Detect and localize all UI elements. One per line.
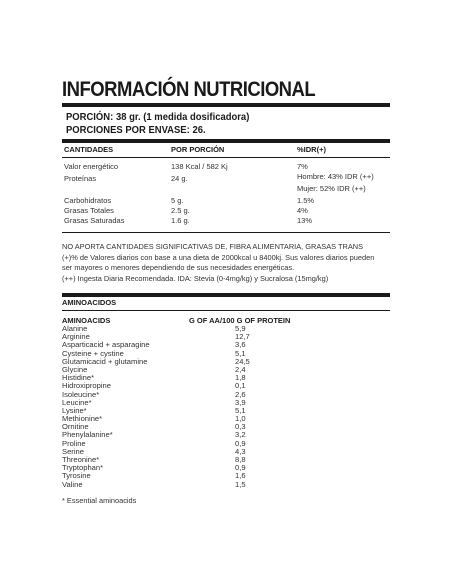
list-item	[62, 464, 362, 472]
amino-value: 0,1	[235, 381, 246, 391]
amino-name: Leucine*	[62, 397, 92, 407]
col-header-idr: %IDR(+)	[297, 145, 326, 154]
amino-name: Valine	[62, 479, 83, 489]
serving-size-label: PORCIÓN:	[66, 111, 114, 123]
amino-value: 2,4	[235, 364, 246, 374]
list-item	[62, 481, 362, 489]
amino-name: Arginine	[62, 332, 90, 342]
amino-value: 0,3	[235, 422, 246, 432]
servings-per-container	[66, 124, 206, 136]
amino-name: Serine	[62, 446, 84, 456]
amino-value: 8,8	[235, 455, 246, 464]
amino-name: Phenylalanine*	[62, 430, 113, 440]
list-item	[62, 382, 362, 390]
list-item	[62, 415, 362, 423]
amino-value: 12,7	[235, 332, 250, 342]
list-item	[62, 358, 362, 366]
amino-value: 1,6	[235, 471, 246, 481]
amino-section-title: AMINOACIDOS	[62, 298, 117, 307]
amino-name: Methionine*	[62, 414, 103, 424]
table-bottom-divider	[62, 232, 390, 233]
row-idr-secondary: Mujer: 52% IDR (++)	[297, 184, 366, 193]
amino-name: Glycine	[62, 364, 88, 374]
row-amount: 1.6 g.	[171, 216, 190, 225]
row-name: Proteínas	[64, 174, 97, 183]
amino-name: Lysine*	[62, 405, 87, 415]
note-line: ser mayores o menores dependiendo de sus necesidades energéticas.	[62, 263, 295, 272]
servings-per-container-label: PORCIONES POR ENVASE:	[66, 124, 190, 136]
col-header-quantities: CANTIDADES	[64, 145, 114, 154]
amino-value: 5,1	[235, 348, 246, 358]
row-idr: 7%	[297, 162, 308, 171]
amino-value: 3,6	[235, 340, 246, 350]
col-header-per-serving: POR PORCIÓN	[171, 145, 225, 154]
row-name: Grasas Saturadas	[64, 216, 125, 225]
amino-name: Ornitine	[62, 422, 89, 432]
amino-list	[62, 325, 362, 489]
amino-value: 5,1	[235, 405, 246, 415]
amino-name: Glutamicacid + glutamine	[62, 356, 148, 366]
row-name: Valor energético	[64, 162, 119, 171]
row-amount: 138 Kcal / 582 Kj	[171, 162, 228, 171]
serving-size-value: 38 gr. (1 medida dosificadora)	[115, 111, 250, 123]
amino-name: Proline	[62, 438, 86, 448]
note-line: (+)% de Valores diarios con base a una dieta de 2000kcal u 8400kj. Sus valores diarios pueden	[62, 253, 375, 262]
amino-value: 5,9	[235, 324, 246, 333]
amino-name: Histidine*	[62, 373, 95, 383]
amino-name: Tyrosine	[62, 471, 91, 481]
header-divider	[62, 157, 390, 158]
page-title: INFORMACIÓN NUTRICIONAL	[62, 77, 316, 101]
amino-value: 1,8	[235, 373, 246, 383]
amino-name: Threonine*	[62, 455, 100, 464]
row-idr: 4%	[297, 206, 308, 215]
amino-name: Cysteine + cystine	[62, 348, 124, 358]
amino-section-divider	[62, 293, 390, 297]
amino-col-header-name: AMINOACIDS	[62, 316, 111, 325]
amino-value: 1,0	[235, 414, 246, 424]
note-line: (++) Ingesta Diaria Recomendada. IDA: Stevia (0-4mg/kg) y Sucralosa (15mg/kg)	[62, 274, 329, 283]
list-item	[62, 431, 362, 439]
list-item	[62, 448, 362, 456]
row-idr: 1.5%	[297, 196, 315, 205]
list-item	[62, 407, 362, 415]
title-divider	[62, 103, 390, 107]
amino-value: 1,5	[235, 479, 246, 489]
row-amount: 2.5 g.	[171, 206, 190, 215]
amino-value: 3,9	[235, 397, 246, 407]
amino-value: 4,3	[235, 446, 246, 456]
amino-value: 24,5	[235, 356, 250, 366]
row-amount: 24 g.	[171, 174, 188, 183]
list-item	[62, 399, 362, 407]
amino-value: 3,2	[235, 430, 246, 440]
amino-name: Tryptophan*	[62, 463, 104, 473]
amino-col-header-value: G OF AA/100 G OF PROTEIN	[189, 316, 291, 325]
list-item	[62, 391, 362, 399]
amino-name: Hidroxipropine	[62, 381, 111, 391]
row-idr: Hombre: 43% IDR (++)	[297, 172, 374, 181]
amino-name: Isoleucine*	[62, 389, 100, 399]
table-top-divider	[62, 139, 390, 143]
row-amount: 5 g.	[171, 196, 184, 205]
serving-size	[66, 111, 249, 123]
amino-footnote: * Essential aminoacids	[62, 496, 137, 505]
list-item	[62, 440, 362, 448]
amino-value: 0,9	[235, 463, 246, 473]
servings-per-container-value: 26.	[192, 124, 206, 136]
list-item	[62, 325, 362, 333]
amino-name: Asparticacid + asparagine	[62, 340, 150, 350]
amino-value: 0,9	[235, 438, 246, 448]
list-item	[62, 456, 362, 464]
amino-title-divider	[62, 310, 390, 311]
list-item	[62, 472, 362, 480]
row-idr: 13%	[297, 216, 313, 225]
note-line: NO APORTA CANTIDADES SIGNIFICATIVAS DE, FIBRA ALIMENTARIA, GRASAS TRANS	[62, 242, 364, 251]
list-item	[62, 366, 362, 374]
row-name: Grasas Totales	[64, 206, 114, 215]
row-name: Carbohidratos	[64, 196, 112, 205]
amino-value: 2,6	[235, 389, 246, 399]
amino-name: Alanine	[62, 324, 88, 333]
